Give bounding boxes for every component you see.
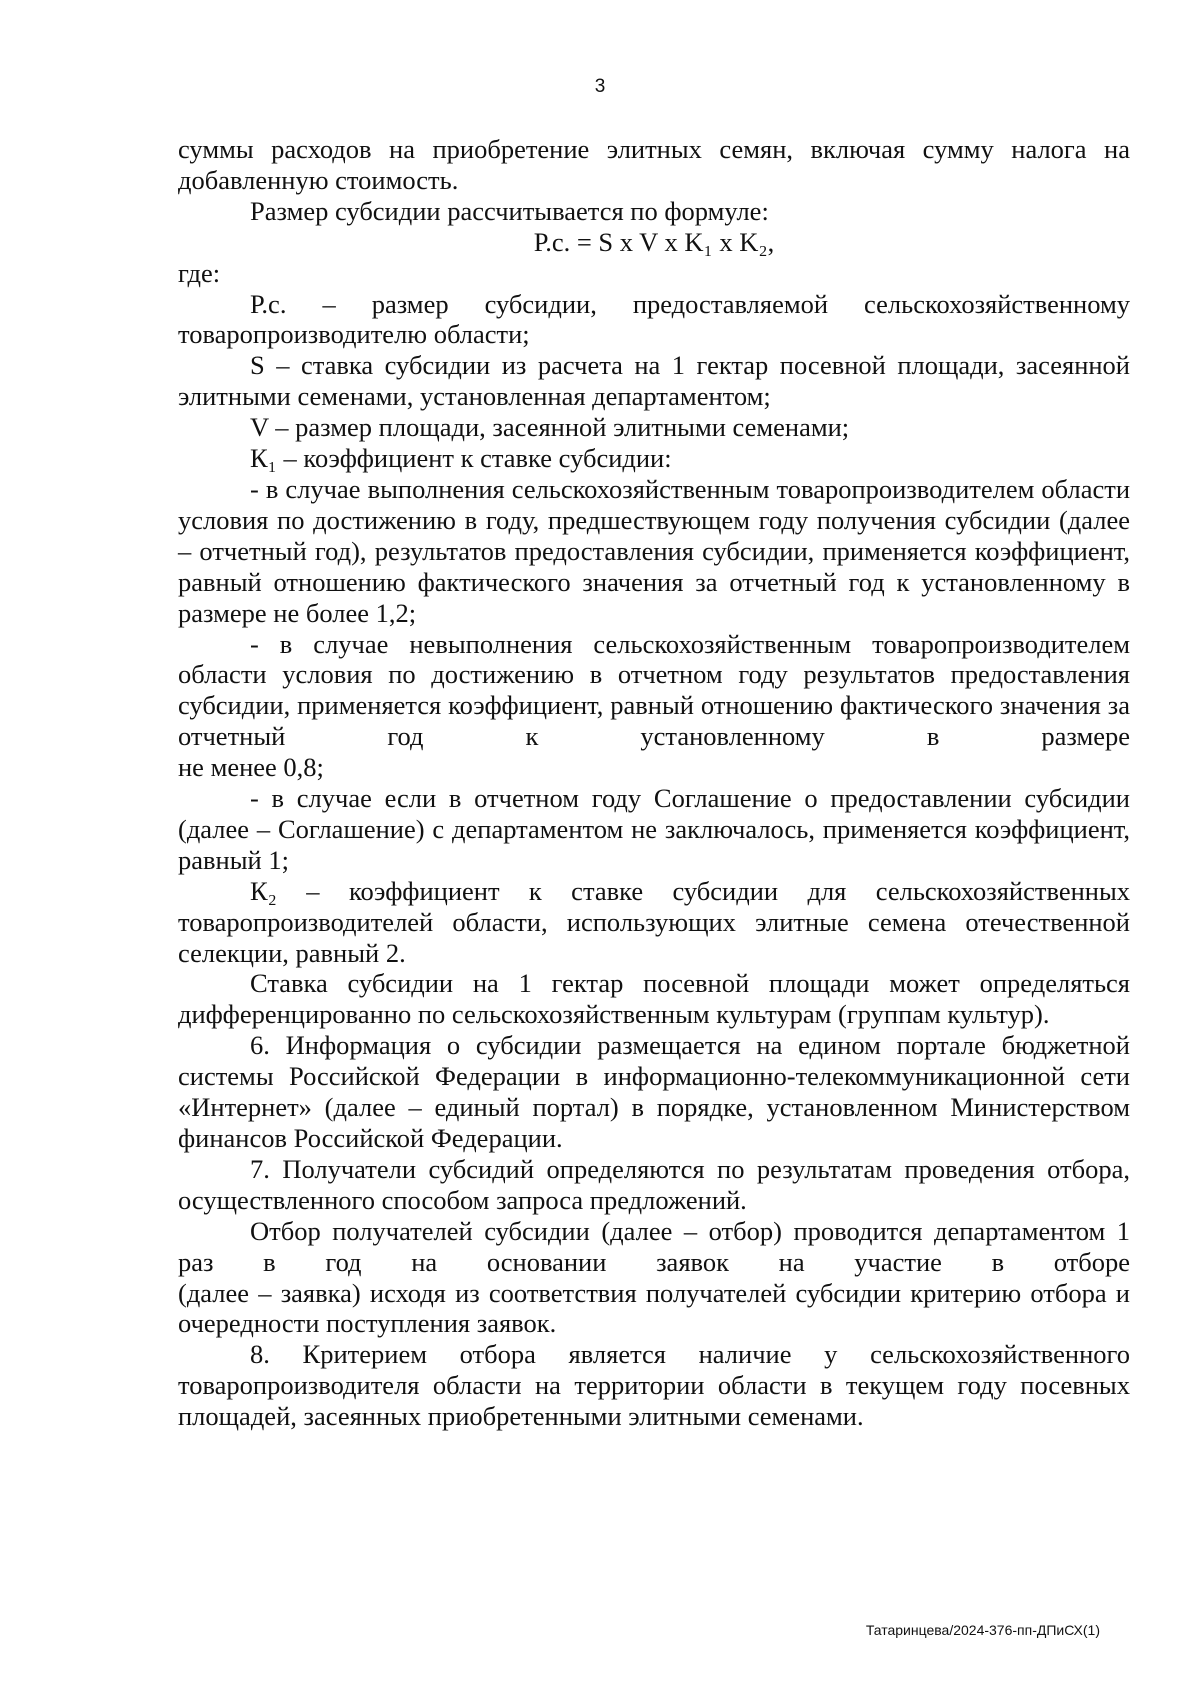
k1-case-fulfilled: - в случае выполнения сельскохозяйственным товаропроизводителем области условия по достижению в году, предшествующем году получения субсидии (далее – отчетный год), результатов предоставления субсидии, применяется коэффициент, равный отношению фактического значения за отчетный год к установленному в размере не более 1,2; — [178, 473, 1130, 628]
paragraph-rate-differentiation: Ставка субсидии на 1 гектар посевной площади может определяться дифференцированно по сельскохозяйственным культурам (группам культур). — [178, 968, 1130, 1030]
paragraph-selection-end: (далее – заявка) исходя из соответствия получателей субсидии критерию отбора и очередности поступления заявок. — [178, 1277, 1130, 1339]
document-body — [178, 134, 1130, 1432]
paragraph-item-6: 6. Информация о субсидии размещается на едином портале бюджетной системы Российской Федерации в информационно-телекоммуникационной сети «Интернет» (далее – единый портал) в порядке, установленном Министерством финансов Российской Федерации. — [178, 1030, 1130, 1153]
k1-case-no-agreement: - в случае если в отчетном году Соглашение о предоставлении субсидии (далее – Соглашение) с департаментом не заключалось, применяется коэффициент, равный 1; — [178, 783, 1130, 875]
paragraph-selection: Отбор получателей субсидии (далее – отбор) проводится департаментом 1 раз в год на основании заявок на участие в отборе — [178, 1215, 1130, 1277]
paragraph-continuation: суммы расходов на приобретение элитных семян, включая сумму налога на добавленную стоимость. — [178, 134, 1130, 195]
definition-rs: Р.с. – размер субсидии, предоставляемой сельскохозяйственному товаропроизводителю области; — [178, 288, 1130, 350]
definition-k2: К₂ – коэффициент к ставке субсидии для сельскохозяйственных товаропроизводителей области, использующих элитные семена отечественной селекции, равный 2. — [178, 875, 1130, 968]
paragraph-item-7: 7. Получатели субсидий определяются по результатам проведения отбора, осуществленного способом запроса предложений. — [178, 1153, 1130, 1215]
definition-v: V – размер площади, засеянной элитными семенами; — [250, 412, 850, 443]
definition-k1: К₁ – коэффициент к ставке субсидии: — [250, 443, 672, 474]
definition-s: S – ставка субсидии из расчета на 1 гектар посевной площади, засеянной элитными семенами, установленная департаментом; — [178, 350, 1130, 412]
k1-case-not-fulfilled: - в случае невыполнения сельскохозяйственным товаропроизводителем области условия по достижению в отчетном году результатов предоставления субсидии, применяется коэффициент, равный отношению фактического значения за отчетный год к установленному в размере — [178, 628, 1130, 752]
footer-reference: Татаринцева/2024-376-пп-ДПиСХ(1) — [865, 1622, 1100, 1638]
paragraph-where: где: — [178, 257, 221, 288]
formula: Р.с. = S x V x K₁ x K₂, — [533, 226, 775, 257]
page-number: 3 — [594, 76, 606, 97]
paragraph-formula-intro: Размер субсидии рассчитывается по формуле: — [250, 195, 769, 226]
k1-case-not-fulfilled-end: не менее 0,8; — [178, 752, 324, 783]
paragraph-item-8: 8. Критерием отбора является наличие у сельскохозяйственного товаропроизводителя области на территории области в текущем году посевных площадей, засеянных приобретенными элитными семенами. — [178, 1339, 1130, 1432]
